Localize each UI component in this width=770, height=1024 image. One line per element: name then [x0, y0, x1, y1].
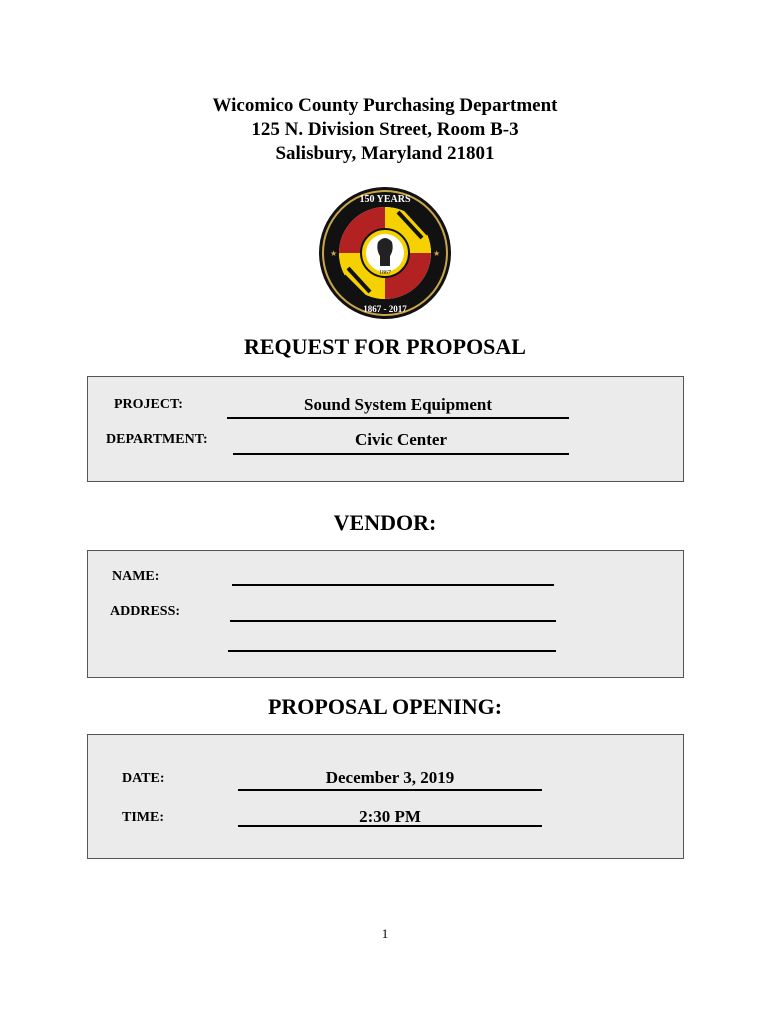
time-underline	[238, 825, 542, 827]
city-state-zip: Salisbury, Maryland 21801	[275, 143, 495, 164]
vendor-address-line-1[interactable]	[230, 620, 556, 622]
page-number: 1	[381, 926, 389, 941]
vendor-title: VENDOR:	[333, 510, 437, 535]
proposal-opening-title: PROPOSAL OPENING:	[267, 694, 503, 719]
rfp-title: REQUEST FOR PROPOSAL	[244, 334, 526, 359]
svg-text:★: ★	[433, 249, 441, 258]
svg-text:★: ★	[330, 249, 338, 258]
seal-top-text: 150 YEARS	[359, 194, 411, 205]
department-value: Civic Center	[354, 430, 448, 449]
date-underline	[238, 789, 542, 791]
vendor-address-label: ADDRESS:	[110, 604, 181, 619]
department-label: DEPARTMENT:	[106, 432, 208, 447]
vendor-name-line[interactable]	[232, 584, 554, 586]
street-address: 125 N. Division Street, Room B-3	[251, 119, 519, 140]
document-header	[0, 94, 770, 166]
vendor-address-line-2[interactable]	[228, 650, 556, 652]
seal-bottom-text: 1867 - 2017	[363, 304, 407, 314]
date-value: December 3, 2019	[325, 768, 455, 787]
department-underline	[233, 453, 569, 455]
project-value: Sound System Equipment	[303, 395, 492, 414]
date-label: DATE:	[122, 771, 165, 786]
time-label: TIME:	[122, 810, 164, 825]
project-label: PROJECT:	[114, 397, 183, 412]
county-seal-icon	[318, 186, 452, 320]
project-box	[87, 376, 684, 482]
time-value: 2:30 PM	[359, 807, 421, 826]
department-name: Wicomico County Purchasing Department	[212, 95, 558, 116]
project-underline	[227, 417, 569, 419]
vendor-name-label: NAME:	[112, 569, 160, 584]
opening-box	[87, 734, 684, 859]
vendor-box	[87, 550, 684, 678]
seal-center-year: 1867	[379, 270, 391, 276]
